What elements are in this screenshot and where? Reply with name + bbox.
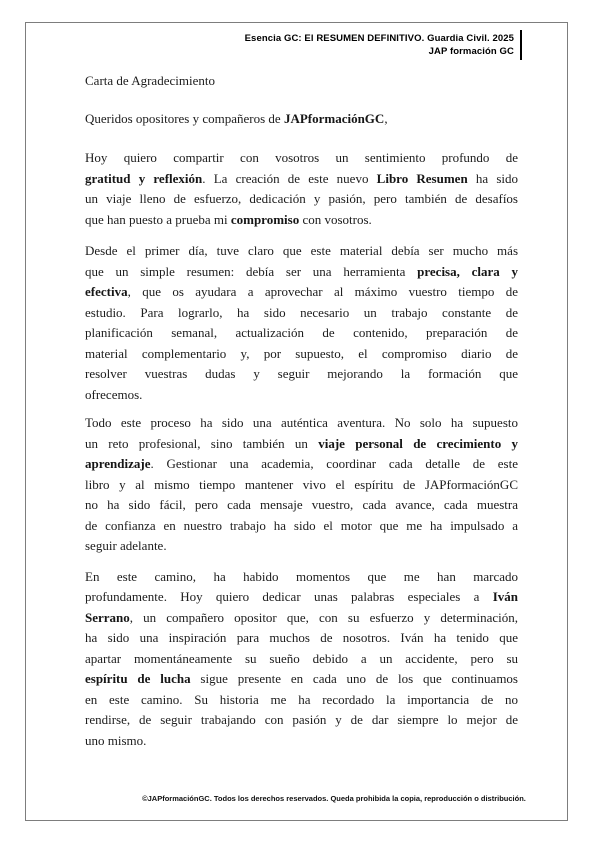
text-line: Todo este proceso ha sido una auténtica aventura. No solo ha supuesto — [85, 415, 518, 430]
text-line: rendirse, de seguir trabajando con pasión y de dar siempre lo mejor de — [85, 712, 518, 727]
header-line-2: JAP formación GC — [428, 46, 514, 57]
header-divider-bar — [520, 30, 522, 60]
text-line: planificación semanal, actualización de contenido, preparación de — [85, 325, 518, 340]
text-line: que un simple resumen: debía ser una herramienta precisa, clara y — [85, 263, 518, 279]
text-line: aprendizaje. Gestionar una academia, coordinar cada detalle de este — [85, 456, 518, 471]
text-line: efectiva, que os ayudara a aprovechar al máximo vuestro tiempo de — [85, 284, 518, 299]
text-line: ofrecemos. — [85, 386, 143, 402]
text-line: que han puesto a prueba mi compromiso con vosotros. — [85, 211, 372, 227]
text-line: libro y al mismo tiempo mantener vivo el espíritu de JAPformaciónGC — [85, 476, 518, 492]
text-line: Desde el primer día, tuve claro que este material debía ser mucho más — [85, 243, 518, 258]
text-line: Queridos opositores y compañeros de JAPformaciónGC, — [85, 110, 388, 126]
paragraph-1 — [85, 148, 518, 230]
text-line: un reto profesional, sino también un viaje personal de crecimiento y — [85, 435, 518, 451]
header-text — [245, 32, 514, 58]
text-line: uno mismo. — [85, 732, 147, 748]
paragraph-2 — [85, 241, 518, 405]
text-line: un viaje lleno de esfuerzo, dedicación y pasión, pero también de desafíos — [85, 191, 518, 206]
text-line: profundamente. Hoy quiero dedicar unas palabras especiales a Iván — [85, 589, 518, 604]
text-line: no ha sido fácil, pero cada mensaje vuestro, cada avance, cada muestra — [85, 497, 518, 512]
text-line: material complementario y, por supuesto, el compromiso diario de — [85, 345, 518, 361]
text-line: apartar momentáneamente su sueño debido a un accidente, pero su — [85, 650, 518, 666]
paragraph-4 — [85, 567, 518, 752]
text-line: seguir adelante. — [85, 538, 167, 553]
text-line: en este camino. Su historia me ha recordado la importancia de no — [85, 691, 518, 707]
text-line: de confianza en nuestro trabajo ha sido el motor que me ha impulsado a — [85, 517, 518, 533]
letter-body — [85, 71, 518, 751]
text-line: espíritu de lucha sigue presente en cada uno de los que continuamos — [85, 671, 518, 686]
text-line: En este camino, ha habido momentos que me han marcado — [85, 568, 518, 584]
header-line-1: Esencia GC: El RESUMEN DEFINITIVO. Guardia Civil. 2025 — [244, 33, 514, 44]
text-line: gratitud y reflexión. La creación de este nuevo Libro Resumen ha sido — [85, 170, 519, 186]
salutation — [85, 109, 518, 130]
text-line: ha sido una inspiración para muchos de nosotros. Iván ha tenido que — [85, 630, 518, 645]
text-line: Hoy quiero compartir con vosotros un sentimiento profundo de — [85, 150, 518, 165]
text-line: Carta de Agradecimiento — [85, 73, 215, 88]
text-line: resolver vuestras dudas y seguir mejorando la formación que — [85, 366, 518, 381]
paragraph-3 — [85, 413, 518, 557]
text-line: Serrano, un compañero opositor que, con su esfuerzo y determinación, — [85, 609, 518, 625]
letter-title — [85, 71, 518, 92]
page-footer: ©JAPformaciónGC. Todos los derechos reservados. Queda prohibida la copia, reproducción o distribución. — [142, 794, 526, 803]
text-line: estudio. Para lograrlo, ha sido necesario un trabajo constante de — [85, 304, 518, 320]
page-header — [150, 30, 522, 60]
